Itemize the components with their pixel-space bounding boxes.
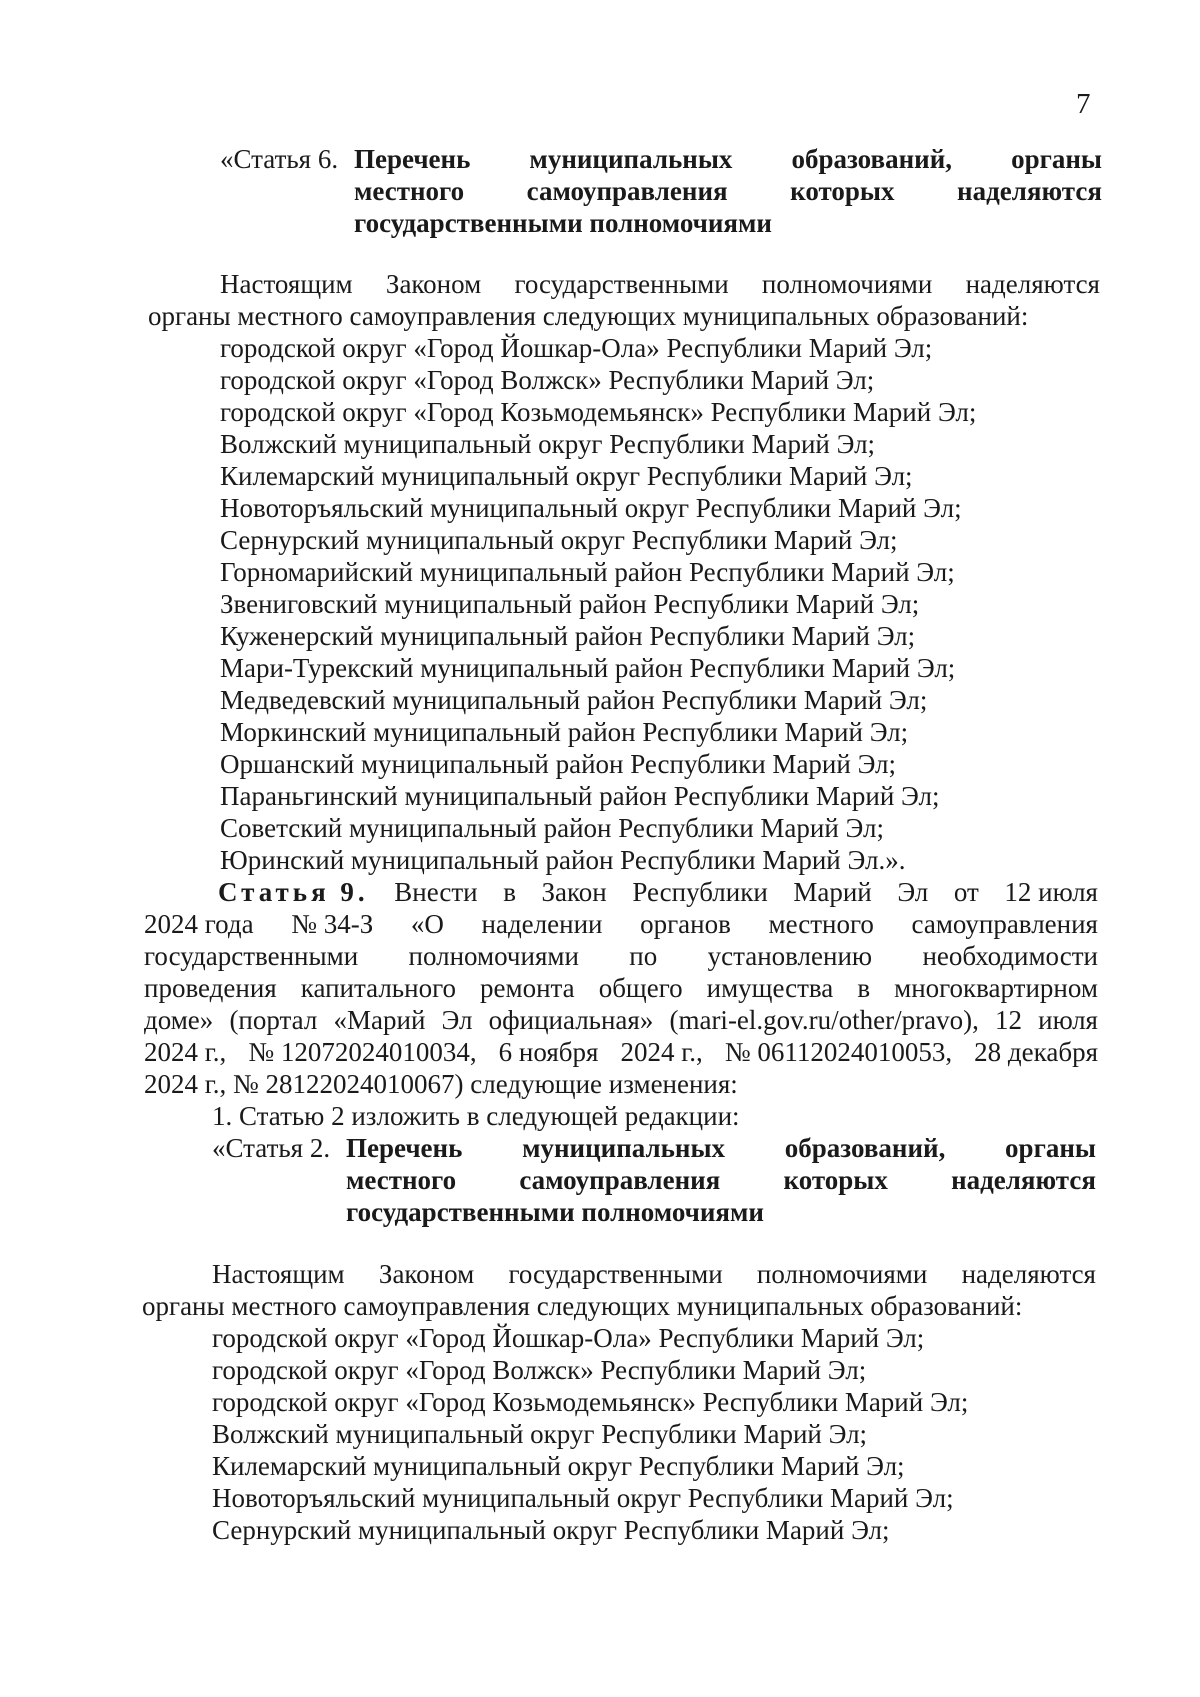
list-item: Сернурский муниципальный округ Республики Марий Эл; [212,1515,890,1545]
list-item: городской округ «Город Йошкар-Ола» Республики Марий Эл; [212,1323,925,1353]
article9-line3: государственными полномочиями по установлению необходимости [144,941,1098,971]
list-item: Новоторъяльский муниципальный округ Республики Марий Эл; [220,493,962,523]
article2-intro-line2: органы местного самоуправления следующих муниципальных образований: [142,1291,1023,1321]
list-item: Куженерский муниципальный район Республики Марий Эл; [220,621,916,651]
list-item: Сернурский муниципальный округ Республики Марий Эл; [220,525,898,555]
list-item: Юринский муниципальный район Республики Марий Эл.». [220,845,906,875]
list-item: Моркинский муниципальный район Республики Марий Эл; [220,717,909,747]
page-number: 7 [1076,88,1091,120]
list-item: Оршанский муниципальный район Республики Марий Эл; [220,749,897,779]
article9-line2: 2024 года № 34-З «О наделении органов местного самоуправления [144,909,1098,939]
list-item: городской округ «Город Козьмодемьянск» Республики Марий Эл; [220,397,977,427]
list-item: Волжский муниципальный округ Республики Марий Эл; [212,1419,868,1449]
list-item: городской округ «Город Козьмодемьянск» Республики Марий Эл; [212,1387,969,1417]
list-item: Медведевский муниципальный район Республики Марий Эл; [220,685,928,715]
article9-line7: 2024 г., № 28122024010067) следующие изменения: [144,1069,738,1099]
list-item: Килемарский муниципальный округ Республики Марий Эл; [212,1451,905,1481]
article9-point1: 1. Статью 2 изложить в следующей редакции: [212,1101,740,1131]
article6-intro-line1: Настоящим Законом государственными полномочиями наделяются [220,269,1100,299]
list-item: Советский муниципальный район Республики Марий Эл; [220,813,885,843]
list-item: Килемарский муниципальный округ Республики Марий Эл; [220,461,913,491]
list-item: Параньгинский муниципальный район Республики Марий Эл; [220,781,940,811]
article6-prefix: «Статья 6. [220,144,339,174]
article2-title-line2: местного самоуправления которых наделяются [346,1165,1096,1195]
article2-intro-line1: Настоящим Законом государственными полномочиями наделяются [212,1259,1096,1289]
article2-prefix: «Статья 2. [212,1133,331,1163]
list-item: городской округ «Город Волжск» Республики Марий Эл; [220,365,875,395]
list-item: Мари-Турекский муниципальный район Республики Марий Эл; [220,653,956,683]
article9-line5: доме» (портал «Марий Эл официальная» (mari-el.gov.ru/other/pravo), 12 июля [144,1005,1098,1035]
article6-title-line1: Перечень муниципальных образований, органы [354,144,1102,174]
list-item: городской округ «Город Йошкар-Ола» Республики Марий Эл; [220,333,933,363]
article6-intro-line2: органы местного самоуправления следующих муниципальных образований: [148,301,1029,331]
list-item: Звениговский муниципальный район Республики Марий Эл; [220,589,920,619]
list-item: Горномарийский муниципальный район Республики Марий Эл; [220,557,955,587]
article9-heading: Статья 9. [218,877,369,907]
article2-title-line3: государственными полномочиями [346,1197,764,1227]
article6-title-line3: государственными полномочиями [354,208,772,238]
article2-title-line1: Перечень муниципальных образований, органы [346,1133,1096,1163]
list-item: городской округ «Город Волжск» Республики Марий Эл; [212,1355,867,1385]
list-item: Новоторъяльский муниципальный округ Республики Марий Эл; [212,1483,954,1513]
list-item: Волжский муниципальный округ Республики Марий Эл; [220,429,876,459]
article6-title-line2: местного самоуправления которых наделяются [354,176,1102,206]
article9-line6: 2024 г., № 12072024010034, 6 ноября 2024 г., № 06112024010053, 28 декабря [144,1037,1098,1067]
article9-line1: Статья 9. Внести в Закон Республики Марий Эл от 12 июля [218,877,1098,907]
article9-line4: проведения капитального ремонта общего имущества в многоквартирном [144,973,1098,1003]
